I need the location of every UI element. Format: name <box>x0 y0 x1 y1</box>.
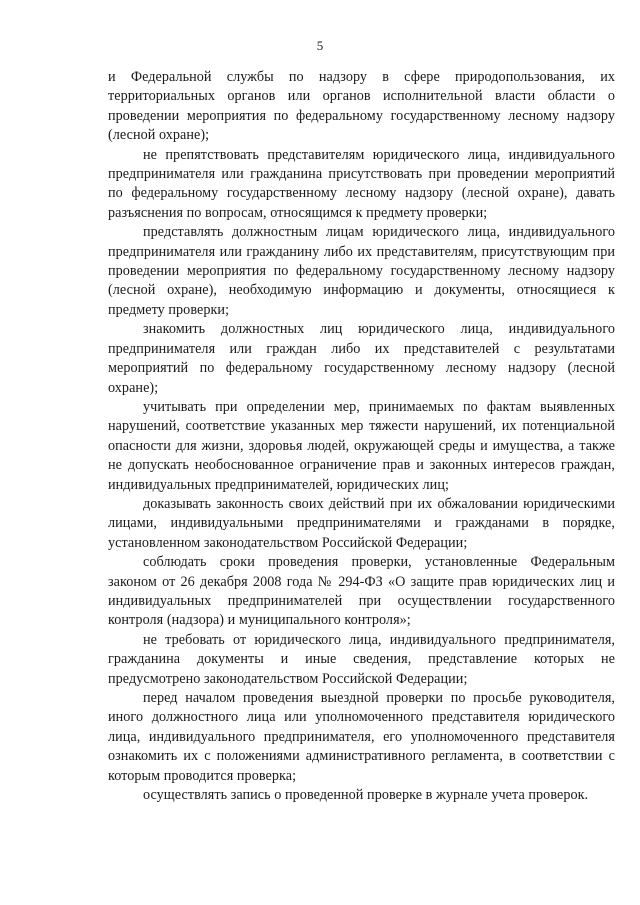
paragraph-duty-not-obstruct: не препятствовать представителям юридического лица, индивидуального предпринимателя или гражданина присутствовать при проведении мероприятий по федеральному государственному лесному надзору (лесной охране), давать разъяснения по вопросам, относящимся к предмету проверки; <box>108 146 615 221</box>
paragraph-duty-proportionate-measures: учитывать при определении мер, принимаемых по фактам выявленных нарушений, соответствие указанных мер тяжести нарушений, их потенциальной опасности для жизни, здоровья людей, окружающей среды и имущества, а также не допускать необоснованное ограничение прав и законных интересов граждан, индивидуальных предпринимателей, юридических лиц; <box>108 398 615 493</box>
paragraph-duty-provide-info: представлять должностным лицам юридического лица, индивидуального предпринимателя или гражданину либо их представителям, присутствующим при проведении мероприятия по федеральному государственному лесному надзору (лесной охране), необходимую информацию и документы, относящиеся к предмету проверки; <box>108 224 615 318</box>
paragraph-duty-journal-record: осуществлять запись о проведенной проверке в журнале учета проверок. <box>143 787 589 804</box>
page-number: 5 <box>316 38 324 53</box>
paragraph-duty-no-extra-documents: не требовать от юридического лица, индивидуального предпринимателя, гражданина документы и иные сведения, представление которых не предусмотрено законодательством Российской Федерации; <box>108 631 615 687</box>
paragraph-continuation: и Федеральной службы по надзору в сфере природопользования, их территориальных органов или органов исполнительной власти области о проведении мероприятия по федеральному государственному лесному надзору (лесной охране); <box>108 69 615 144</box>
paragraph-duty-inform-results: знакомить должностных лиц юридического лица, индивидуального предпринимателя или граждан либо их представителей с результатами мероприятий по федеральному государственному лесному надзору (лесной охране); <box>108 321 615 396</box>
document-body <box>108 68 615 805</box>
paragraph-duty-familiarize-regulation: перед началом проведения выездной проверки по просьбе руководителя, иного должностного лица или уполномоченного представителя юридического лица, индивидуального предпринимателя, его уполномоченного представителя ознакомить их с положениями административного регламента, в соответствии с которым проводится проверка; <box>108 690 615 784</box>
paragraph-duty-observe-deadlines: соблюдать сроки проведения проверки, установленные Федеральным законом от 26 декабря 2008 года № 294-ФЗ «О защите прав юридических лиц и индивидуальных предпринимателей при осуществлении государственного контроля (надзора) и муниципального контроля»; <box>108 554 615 629</box>
paragraph-duty-prove-legality: доказывать законность своих действий при их обжаловании юридическими лицами, индивидуальными предпринимателями и гражданами в порядке, установленном законодательством Российской Федерации; <box>108 495 615 551</box>
